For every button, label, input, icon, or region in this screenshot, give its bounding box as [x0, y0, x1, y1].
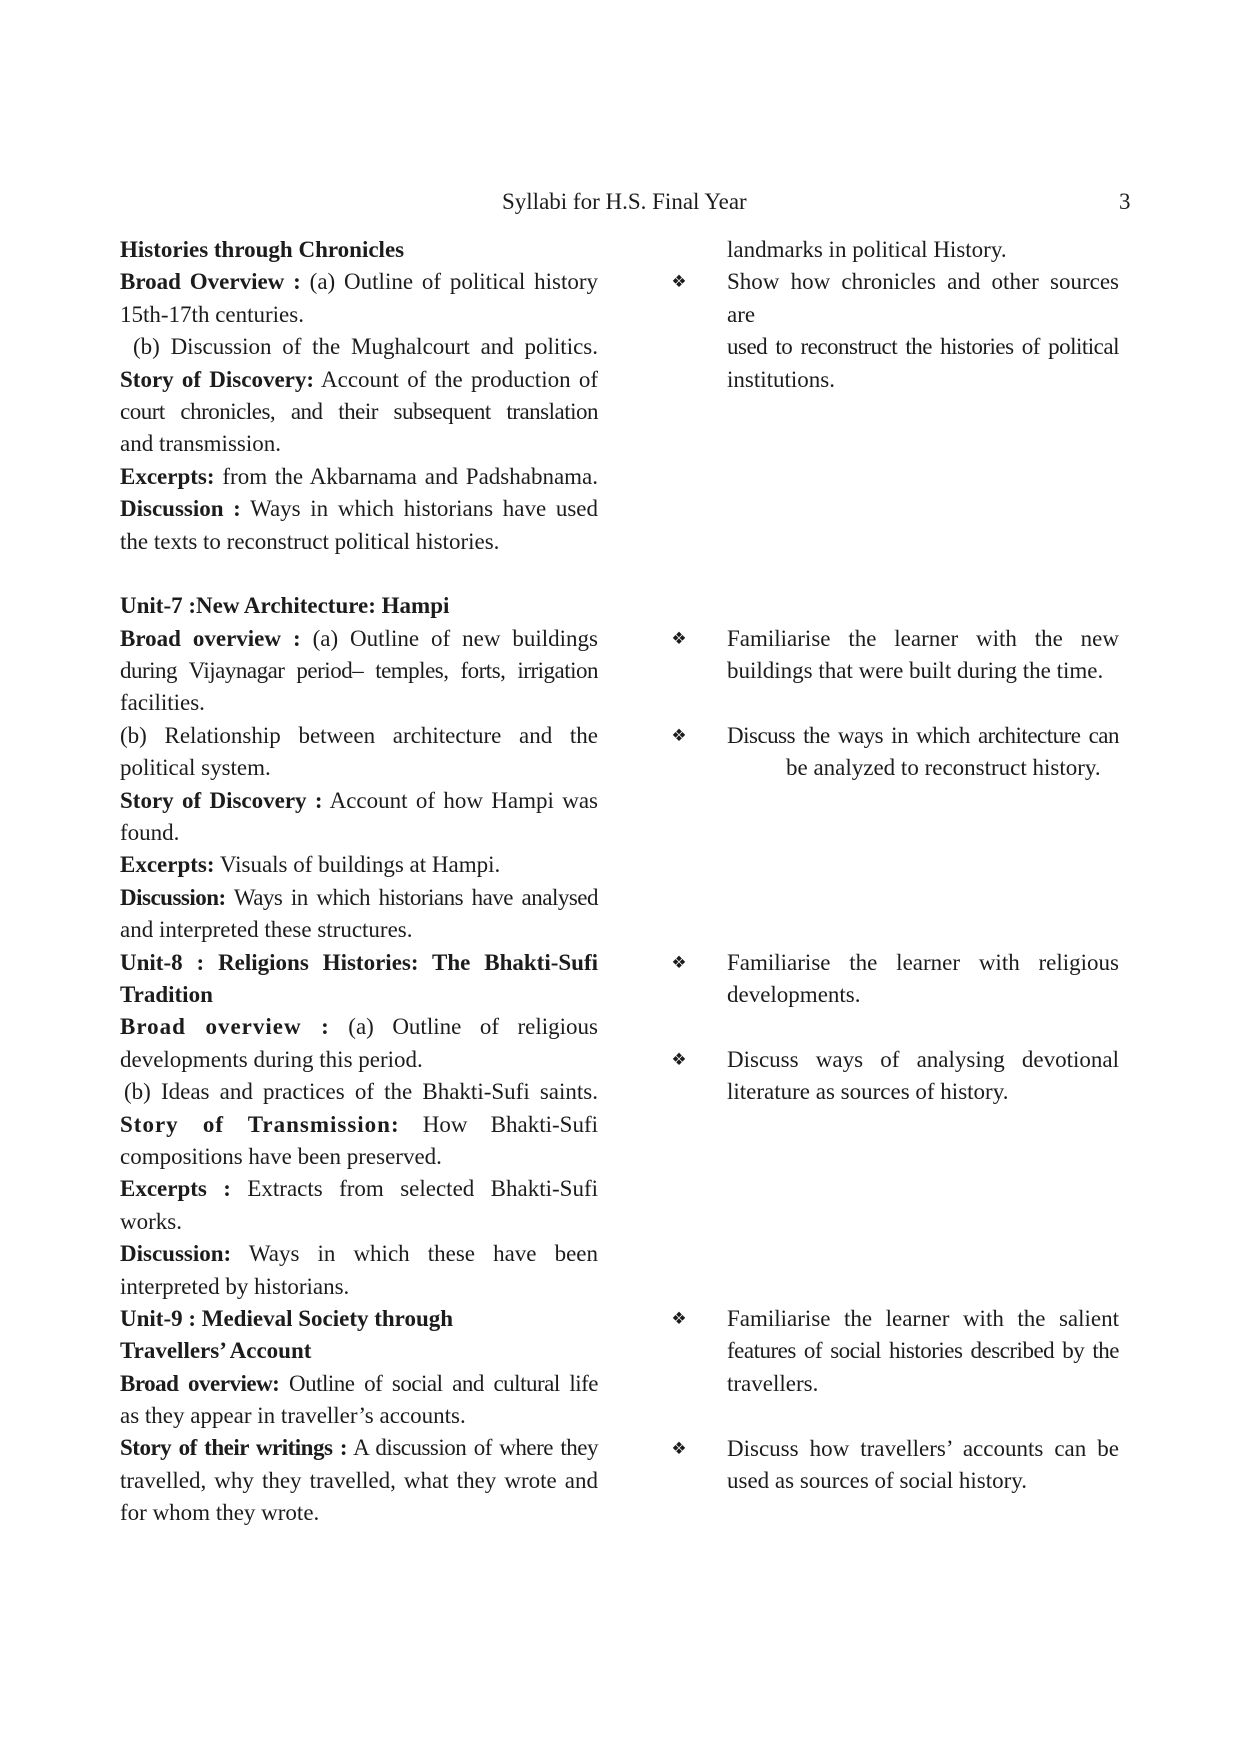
- section-heading: Travellers’ Account: [120, 1338, 312, 1364]
- section-spacer: [727, 785, 1119, 947]
- content-line: [120, 785, 598, 817]
- objective-line: buildings that were built during the time.: [727, 658, 1104, 684]
- section-heading: Unit-7 :New Architecture: Hampi: [120, 593, 450, 619]
- field-text: How Bhakti-Sufi: [422, 1111, 598, 1137]
- section-spacer: [727, 1400, 1119, 1432]
- content-line: [120, 882, 598, 914]
- objective-item: [671, 720, 1119, 752]
- section-spacer: [727, 396, 1119, 623]
- field-text: Outline of social and cultural life: [288, 1370, 598, 1396]
- bullet-diamond-icon: ❖: [671, 272, 687, 293]
- objective-line: features of social histories described by the: [727, 1338, 1119, 1364]
- content-line: [120, 1432, 598, 1464]
- section-heading: Unit-9 : Medieval Society through: [120, 1305, 454, 1331]
- section-heading: Unit-8 : Religions Histories: The Bhakti-Sufi: [120, 949, 598, 975]
- objective-text: Discuss how travellers’ accounts can be: [727, 1435, 1119, 1461]
- field-label: Excerpts:: [120, 852, 215, 878]
- section-spacer: [120, 558, 598, 590]
- objective-line: used as sources of social history.: [727, 1468, 1027, 1493]
- section-spacer: [727, 1109, 1119, 1303]
- objective-item: [671, 947, 1119, 979]
- learning-objectives-column: [671, 234, 1119, 1497]
- content-line: works.: [120, 1208, 182, 1234]
- content-line: [120, 1109, 598, 1141]
- bullet-diamond-icon: ❖: [671, 1309, 687, 1330]
- objective-text: Discuss the ways in which architecture can: [727, 722, 1119, 748]
- running-title: Syllabi for H.S. Final Year: [502, 189, 747, 214]
- field-label: Excerpts:: [120, 463, 215, 489]
- field-text: A discussion of where they: [353, 1435, 598, 1461]
- syllabus-content-column: [120, 234, 598, 1530]
- objective-item: [671, 1044, 1119, 1076]
- objective-line: institutions.: [727, 366, 835, 392]
- objective-line: travellers.: [727, 1370, 819, 1396]
- content-line: political system.: [120, 755, 271, 781]
- content-line: [120, 623, 598, 655]
- field-label: Discussion :: [120, 496, 241, 522]
- content-line: the texts to reconstruct political histories.: [120, 528, 500, 554]
- objective-line: landmarks in political History.: [727, 237, 1007, 262]
- field-text: (a) Outline of new buildings: [312, 625, 598, 651]
- content-line: during Vijaynagar period– temples, forts, irrigation: [120, 658, 598, 684]
- content-line: travelled, why they travelled, what they wrote and: [120, 1467, 598, 1493]
- content-line: and interpreted these structures.: [120, 917, 413, 943]
- section-heading: Histories through Chronicles: [120, 237, 405, 262]
- field-label: Excerpts :: [120, 1176, 231, 1202]
- objective-text: Discuss ways of analysing devotional: [727, 1046, 1119, 1072]
- field-text: Ways in which these have been: [248, 1241, 598, 1267]
- field-text: Ways in which historians have used: [250, 496, 599, 522]
- objective-text: Familiarise the learner with the new: [727, 625, 1119, 651]
- bullet-diamond-icon: ❖: [671, 1438, 687, 1459]
- section-spacer: [727, 1011, 1119, 1043]
- content-line: [120, 461, 598, 493]
- field-label: Story of Discovery:: [120, 366, 315, 392]
- content-line: interpreted by historians.: [120, 1273, 350, 1299]
- section-spacer: [727, 688, 1119, 720]
- field-label: Broad Overview :: [120, 269, 301, 295]
- content-line: [120, 1368, 598, 1400]
- bullet-diamond-icon: ❖: [671, 1049, 687, 1070]
- running-header: [0, 186, 1241, 218]
- bullet-diamond-icon: ❖: [671, 725, 687, 746]
- content-line: facilities.: [120, 690, 205, 716]
- bullet-diamond-icon: ❖: [671, 628, 687, 649]
- content-line: compositions have been preserved.: [120, 1143, 442, 1169]
- content-line: as they appear in traveller’s accounts.: [120, 1403, 466, 1429]
- objective-text: Show how chronicles and other sources: [727, 269, 1119, 295]
- objective-line: be analyzed to reconstruct history.: [786, 755, 1101, 781]
- field-text: Ways in which historians have analysed: [233, 884, 598, 910]
- content-line: (b) Ideas and practices of the Bhakti-Sufi saints.: [124, 1079, 598, 1105]
- objective-line: literature as sources of history.: [727, 1079, 1009, 1105]
- content-line: [120, 849, 598, 881]
- content-line: for whom they wrote.: [120, 1500, 320, 1526]
- field-label: Story of Discovery :: [120, 787, 323, 813]
- content-line: and transmission.: [120, 431, 281, 457]
- content-line: [120, 1173, 598, 1205]
- content-line: [120, 364, 598, 396]
- objective-line: used to reconstruct the histories of political: [727, 334, 1119, 360]
- objective-item: [671, 1303, 1119, 1335]
- field-label: Broad overview:: [120, 1370, 280, 1396]
- objective-item: [671, 266, 1119, 298]
- content-line: [120, 1238, 598, 1270]
- field-label: Broad overview :: [120, 1014, 330, 1040]
- field-text: Account of how Hampi was: [329, 787, 598, 813]
- field-text: Extracts from selected Bhakti-Sufi: [247, 1176, 599, 1202]
- field-label: Broad overview :: [120, 625, 301, 651]
- content-line: court chronicles, and their subsequent translation: [120, 398, 598, 424]
- content-line: 15th-17th centuries.: [120, 301, 304, 327]
- field-text: Account of the production of: [321, 366, 598, 392]
- field-label: Discussion:: [120, 1241, 232, 1267]
- objective-line: developments.: [727, 982, 861, 1008]
- objective-text: Familiarise the learner with the salient: [727, 1306, 1119, 1332]
- objective-text: Familiarise the learner with religious: [727, 949, 1119, 975]
- field-label: Story of Transmission:: [120, 1111, 400, 1137]
- field-text: from the Akbarnama and Padshabnama.: [222, 463, 598, 489]
- objective-item: [671, 623, 1119, 655]
- bullet-diamond-icon: ❖: [671, 952, 687, 973]
- field-text: (a) Outline of religious: [348, 1014, 598, 1040]
- content-line: [120, 266, 598, 298]
- section-heading: Tradition: [120, 981, 213, 1007]
- content-line: [120, 1011, 598, 1043]
- content-line: (b) Discussion of the Mughalcourt and politics.: [133, 334, 598, 360]
- field-text: (a) Outline of political history: [309, 269, 599, 295]
- field-text: Visuals of buildings at Hampi.: [219, 852, 501, 878]
- page-number: 3: [1119, 189, 1131, 214]
- content-line: (b) Relationship between architecture and the: [120, 722, 598, 748]
- field-label: Discussion:: [120, 884, 226, 910]
- field-label: Story of their writings :: [120, 1435, 348, 1461]
- objective-line: are: [727, 301, 756, 327]
- content-line: developments during this period.: [120, 1046, 423, 1072]
- objective-item: [671, 1433, 1119, 1465]
- content-line: [120, 493, 598, 525]
- content-line: found.: [120, 820, 180, 846]
